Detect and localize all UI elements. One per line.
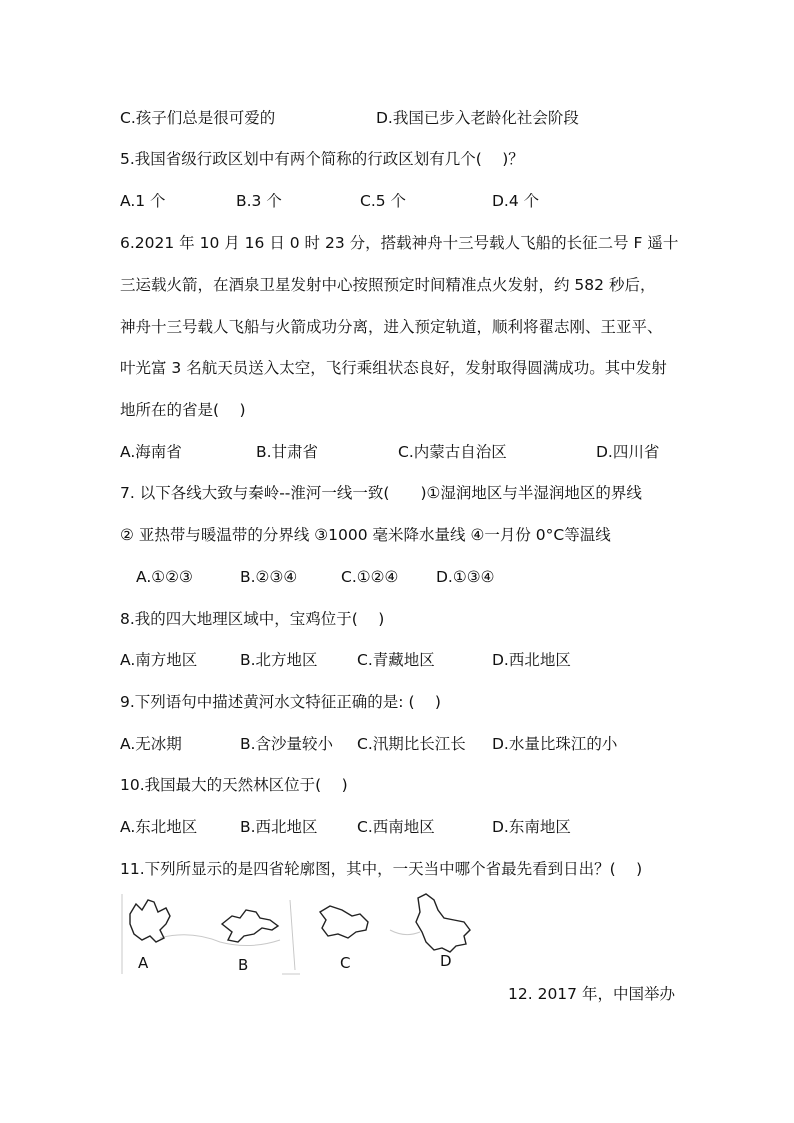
q5-option-d: D.4 个 [492,192,540,210]
q9-option-a: A.无冰期 [120,735,182,753]
province-outlines-svg [120,890,480,976]
outline-a-shape [130,900,170,942]
q4-option-c: C.孩子们总是很可爱的 [120,109,276,127]
q7-option-d: D.①③④ [436,568,495,586]
q4-option-d: D.我国已步入老龄化社会阶段 [376,109,579,127]
outline-b-shape [222,910,278,942]
q10-option-a: A.东北地区 [120,818,198,836]
q6-stem-line-1: 6.2021 年 10 月 16 日 0 时 23 分，搭载神舟十三号载人飞船的长征二号 F 遥十 [120,234,679,252]
q8-option-a: A.南方地区 [120,651,198,669]
q7-option-a: A.①②③ [136,568,193,586]
q8-option-b: B.北方地区 [240,651,318,669]
q6-stem-line-2: 三运载火箭，在酒泉卫星发射中心按照预定时间精准点火发射，约 582 秒后， [120,276,656,294]
q8-stem: 8.我的四大地理区域中，宝鸡位于( ) [120,610,385,628]
q12-stem-fragment: 12. 2017 年，中国举办 [508,985,675,1003]
q6-option-d: D.四川省 [596,443,660,461]
q10-option-c: C.西南地区 [357,818,435,836]
map-label-a: A [138,954,149,972]
q10-option-d: D.东南地区 [492,818,571,836]
q6-stem-line-3: 神舟十三号载人飞船与火箭成功分离，进入预定轨道，顺利将翟志刚、王亚平、 [120,318,663,336]
q8-option-d: D.西北地区 [492,651,571,669]
province-outline-maps [120,890,480,976]
q7-option-b: B.②③④ [240,568,298,586]
q10-stem: 10.我国最大的天然林区位于( ) [120,776,348,794]
q5-option-c: C.5 个 [360,192,407,210]
q5-option-b: B.3 个 [236,192,282,210]
q5-stem: 5.我国省级行政区划中有两个简称的行政区划有几个( )？ [120,150,524,168]
q9-option-d: D.水量比珠江的小 [492,735,618,753]
q9-option-b: B.含沙量较小 [240,735,334,753]
q10-option-b: B.西北地区 [240,818,318,836]
map-label-b: B [238,956,249,974]
q11-stem: 11.下列所显示的是四省轮廓图，其中，一天当中哪个省最先看到日出？( ) [120,860,643,878]
q7-option-c: C.①②④ [341,568,399,586]
q8-option-c: C.青藏地区 [357,651,435,669]
q7-stem-line-1: 7. 以下各线大致与秦岭--淮河一线一致( )①湿润地区与半湿润地区的界线 [120,484,642,502]
q6-option-b: B.甘肃省 [256,443,319,461]
q9-option-c: C.汛期比长江长 [357,735,466,753]
q5-option-a: A.1 个 [120,192,166,210]
q6-option-a: A.海南省 [120,443,182,461]
q6-stem-line-5: 地所在的省是( ) [120,401,246,419]
outline-c-shape [320,906,368,938]
outline-d-shape [416,894,470,952]
q9-stem: 9.下列语句中描述黄河水文特征正确的是: ( ) [120,693,441,711]
q7-stem-line-2: ② 亚热带与暖温带的分界线 ③1000 毫米降水量线 ④一月份 0°C等温线 [120,526,611,544]
q6-stem-line-4: 叶光富 3 名航天员送入太空，飞行乘组状态良好，发射取得圆满成功。其中发射 [120,359,667,377]
map-label-c: C [340,954,351,972]
q6-option-c: C.内蒙古自治区 [398,443,507,461]
map-label-d: D [440,952,452,970]
